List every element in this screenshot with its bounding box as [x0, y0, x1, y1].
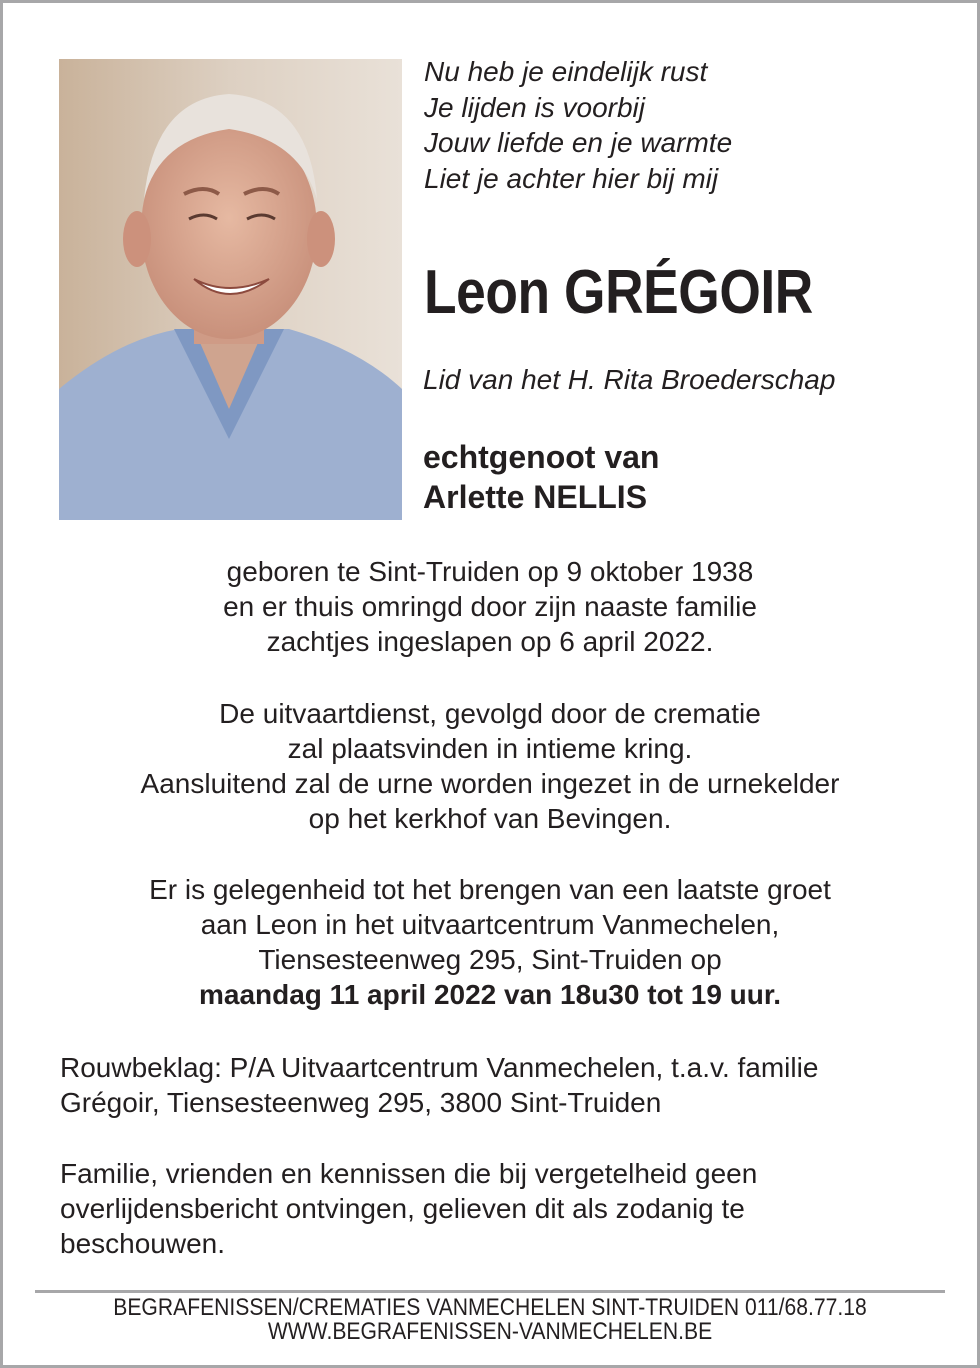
text-line: beschouwen.	[60, 1228, 226, 1259]
text-line: Er is gelegenheid tot het brengen van een laatste groet	[149, 874, 831, 905]
text-line: De uitvaartdienst, gevolgd door de crematie	[219, 698, 761, 729]
notice-paragraph	[60, 1156, 757, 1261]
condolences-paragraph	[60, 1050, 818, 1120]
spouse	[423, 437, 659, 517]
text-line: op het kerkhof van Bevingen.	[308, 803, 672, 834]
birth-death-paragraph	[40, 554, 940, 659]
text-line: zachtjes ingeslapen op 6 april 2022.	[266, 626, 714, 657]
text-line: geboren te Sint-Truiden op 9 oktober 1938	[226, 556, 754, 587]
deceased-name: Leon GRÉGOIR	[424, 258, 813, 327]
text-line: aan Leon in het uitvaartcentrum Vanmechelen,	[200, 909, 780, 940]
poem-line: Je lijden is voorbij	[424, 91, 645, 123]
text-line: Aansluitend zal de urne worden ingezet in de urnekelder	[140, 768, 840, 799]
footer-divider	[35, 1290, 945, 1293]
text-line: Familie, vrienden en kennissen die bij vergetelheid geen	[60, 1158, 758, 1189]
membership: Lid van het H. Rita Broederschap	[423, 364, 836, 395]
poem	[424, 54, 732, 196]
poem-line: Nu heb je eindelijk rust	[424, 56, 708, 87]
spouse-label: echtgenoot van	[423, 439, 660, 475]
text-line: Tiensesteenweg 295, Sint-Truiden op	[258, 944, 722, 975]
poem-line: Jouw liefde en je warmte	[424, 127, 733, 158]
visitation-paragraph	[40, 872, 940, 1012]
poem-line: Liet je achter hier bij mij	[424, 162, 719, 194]
visitation-time: maandag 11 april 2022 van 18u30 tot 19 uur.	[198, 979, 782, 1010]
funeral-home-website: WWW.BEGRAFENISSEN-VANMECHELEN.BE	[267, 1318, 713, 1345]
text-line: overlijdensbericht ontvingen, gelieven dit als zodanig te	[60, 1193, 745, 1224]
funeral-paragraph	[40, 696, 940, 836]
text-line: en er thuis omringd door zijn naaste familie	[223, 591, 757, 622]
funeral-home-info: BEGRAFENISSEN/CREMATIES VANMECHELEN SINT-TRUIDEN 011/68.77.18	[113, 1294, 867, 1321]
footer	[0, 1296, 980, 1344]
text-line: Rouwbeklag: P/A Uitvaartcentrum Vanmechelen, t.a.v. familie	[60, 1052, 819, 1083]
portrait-photo	[59, 59, 402, 520]
spouse-name: Arlette NELLIS	[423, 479, 648, 515]
text-line: Grégoir, Tiensesteenweg 295, 3800 Sint-Truiden	[60, 1087, 662, 1118]
text-line: zal plaatsvinden in intieme kring.	[287, 733, 693, 764]
